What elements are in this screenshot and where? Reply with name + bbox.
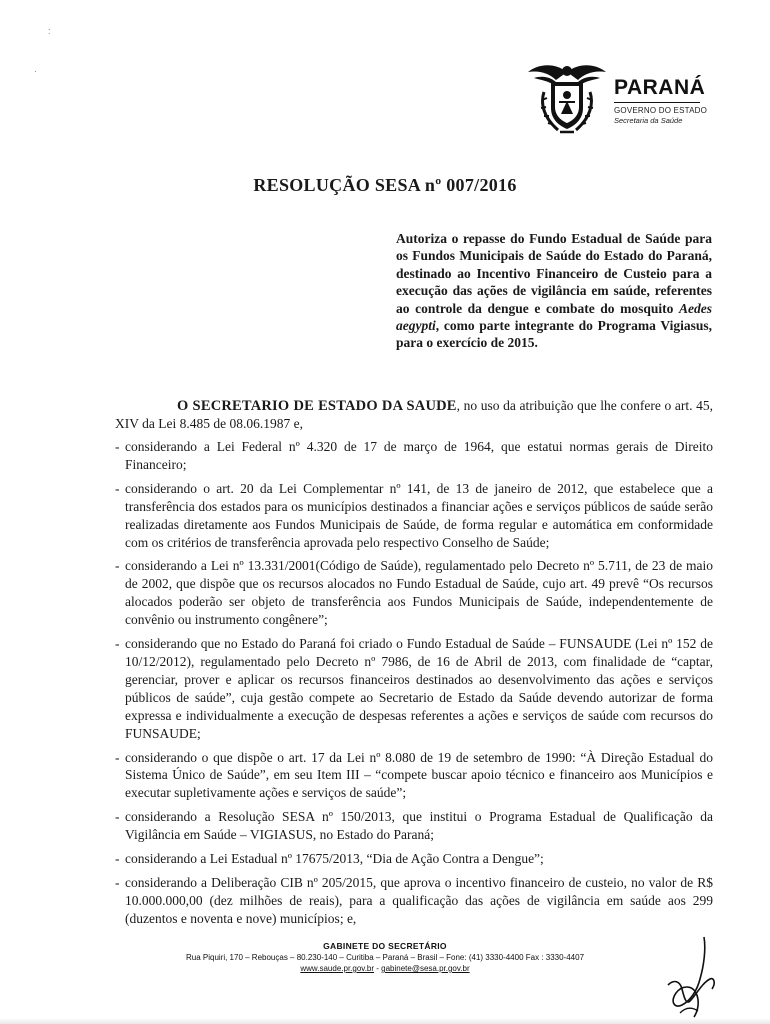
summary-tail: , como parte integrante do Programa Vigiasus, para o exercício de 2015.: [396, 318, 712, 351]
preamble-subject: O SECRETARIO DE ESTADO DA SAUDE: [177, 398, 457, 414]
footer-address: Rua Piquiri, 170 – Rebouças – 80.230-140 – Curitiba – Paraná – Brasil – Fone: (41) 3330-4400 Fax : 3330-4407: [185, 953, 585, 962]
footer-office: GABINETE DO SECRETÁRIO: [323, 941, 447, 951]
consideration-text: considerando o que dispõe o art. 17 da Lei nº 8.080 de 19 de setembro de 1990: “À Direção Estadual do Sistema Único de Saúde”, em seu Item III – “compete buscar apoio técnico e financeiro aos Municípios e executar supletivamente ações e serviços de saúde”;: [125, 749, 713, 801]
logo-government: GOVERNO DO ESTADO: [614, 106, 708, 115]
consideration-item: - considerando a Resolução SESA nº 150/2013, que institui o Programa Estadual de Qualificação da Vigilância em Saúde – VIGIASUS, no Estado do Paraná;: [115, 809, 713, 843]
consideration-text: considerando a Lei Federal nº 4.320 de 17 de março de 1964, que estatui normas gerais de Direito Financeiro;: [125, 439, 713, 472]
consideration-text: considerando a Deliberação CIB nº 205/2015, que aprova o incentivo financeiro de custeio, no valor de R$ 10.000.000,00 (dez milhões de reais), para a qualificação das ações de vigilância em saúde aos 299 (duzentos e noventa e nove) municípios; e,: [125, 874, 713, 926]
summary-text: Autoriza o repasse do Fundo Estadual de Saúde para os Fundos Municipais de Saúde do Estado do Paraná, destinado ao Incentivo Financeiro de Custeio para a execução das ações de vigilância em saúde, referentes ao controle da dengue e combate do mosquito: [396, 231, 712, 316]
resolution-title: RESOLUÇÃO SESA nº 007/2016: [253, 175, 517, 195]
logo-divider: [614, 102, 700, 103]
species-name: Aedes aegypti: [396, 300, 712, 334]
footer-links: [0, 963, 770, 974]
website-link[interactable]: www.saude.pr.gov.br: [300, 964, 375, 973]
consideration-text: considerando a Lei nº 13.331/2001(Código de Saúde), regulamentado pelo Decreto nº 5.711, de 23 de maio de 2002, que dispõe que os recursos alocados no Fundo Estadual de Saúde, cujo art. 49 prevê “Os recursos alocados poderão ser objeto de transferência aos Fundos Municipais de Saúde, independentemente de convênio ou instrumento congênere”;: [125, 558, 713, 628]
consideration-text: considerando a Resolução SESA nº 150/2013, que institui o Programa Estadual de Qualificação da Vigilância em Saúde – VIGIASUS, no Estado do Paraná;: [125, 809, 713, 843]
considerations-list: [115, 438, 713, 934]
consideration-item: - considerando que no Estado do Paraná foi criado o Fundo Estadual de Saúde – FUNSAUDE (Lei nº 152 de 10/12/2012), regulamentado pelo Decreto nº 7986, de 16 de Abril de 2013, com finalidade de “captar, gerenciar, prover e aplicar os recursos financeiros destinados ao desenvolvimento das ações e serviços públicos de saúde”, cuja gestão compete ao Secretario de Estado da Saúde devendo autorizar de forma expressa e individualmente a execução de despesas referentes a ações e serviços de saúde com recursos do FUNSAUDE;: [115, 636, 713, 741]
consideration-text: considerando o art. 20 da Lei Complementar nº 141, de 13 de janeiro de 2012, que estabelece que a transferência dos estados para os municípios destinados a financiar ações e serviços públicos de saúde serão realizadas diretamente aos Fundos Municipais de Saúde, de forma regular e automática em conformidade com os critérios de transferência aprovada pelo respectivo Conselho de Saúde;: [125, 480, 713, 550]
email-link[interactable]: gabinete@sesa.pr.gov.br: [381, 964, 470, 973]
footer-separator: -: [374, 964, 382, 973]
logo-text: [614, 76, 707, 126]
consideration-item: - considerando a Lei Estadual nº 17675/2013, “Dia de Ação Contra a Dengue”;: [115, 851, 544, 867]
handwritten-signature: [660, 935, 720, 1020]
coat-of-arms-icon: [524, 58, 610, 138]
consideration-item: - considerando a Lei nº 13.331/2001(Código de Saúde), regulamentado pelo Decreto nº 5.711, de 23 de maio de 2002, que dispõe que os recursos alocados no Fundo Estadual de Saúde, cujo art. 49 prevê “Os recursos alocados poderão ser objeto de transferência aos Fundos Municipais de Saúde, independentemente de convênio ou instrumento congênere”;: [115, 558, 713, 628]
preamble-text: , no uso da atribuição que lhe confere o art. 45, XIV da Lei 8.485 de 08.06.1987 e,: [115, 398, 713, 431]
consideration-item: - considerando o que dispõe o art. 17 da Lei nº 8.080 de 19 de setembro de 1990: “À Direção Estadual do Sistema Único de Saúde”, em seu Item III – “compete buscar apoio técnico e financeiro aos Municípios e executar supletivamente ações e serviços de saúde”;: [115, 749, 713, 801]
scan-edge: [0, 1018, 770, 1024]
page-footer: [0, 940, 770, 974]
resolution-summary: [396, 230, 712, 352]
consideration-item: - considerando a Lei Federal nº 4.320 de 17 de março de 1964, que estatui normas gerais de Direito Financeiro;: [115, 439, 713, 472]
consideration-item: - considerando o art. 20 da Lei Complementar nº 141, de 13 de janeiro de 2012, que estabelece que a transferência dos estados para os municípios destinados a financiar ações e serviços públicos de saúde serão realizadas diretamente aos Fundos Municipais de Saúde, de forma regular e automática em conformidade com os critérios de transferência aprovada pelo respectivo Conselho de Saúde;: [115, 480, 713, 550]
logo-brand: PARANÁ: [614, 76, 706, 99]
logo-secretariat: Secretaria da Saúde: [614, 116, 683, 125]
parana-government-logo: [524, 58, 714, 138]
preamble: [115, 397, 713, 433]
scan-speck: :: [48, 26, 51, 36]
consideration-text: considerando que no Estado do Paraná foi criado o Fundo Estadual de Saúde – FUNSAUDE (Lei nº 152 de 10/12/2012), regulamentado pelo Decreto nº 7986, de 16 de Abril de 2013, com finalidade de “captar, gerenciar, prover e aplicar os recursos financeiros destinados ao desenvolvimento das ações e serviços públicos de saúde”, cuja gestão compete ao Secretario de Estado da Saúde devendo autorizar de forma expressa e individualmente a execução de despesas referentes a ações e serviços de saúde com recursos do FUNSAUDE;: [125, 636, 713, 741]
scan-speck: ·: [34, 66, 37, 76]
consideration-text: considerando a Lei Estadual nº 17675/2013, “Dia de Ação Contra a Dengue”;: [125, 851, 544, 867]
consideration-item: - considerando a Deliberação CIB nº 205/2015, que aprova o incentivo financeiro de custeio, no valor de R$ 10.000.000,00 (dez milhões de reais), para a qualificação das ações de vigilância em saúde aos 299 (duzentos e noventa e nove) municípios; e,: [115, 874, 713, 926]
